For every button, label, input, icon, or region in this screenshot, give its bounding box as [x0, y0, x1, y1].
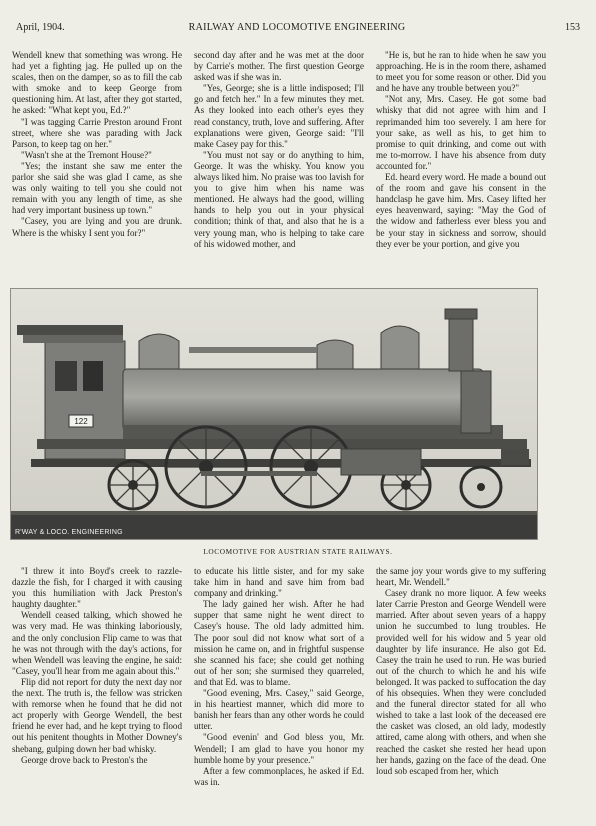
paragraph: "Casey, you are lying and you are drunk. Where is the whisky I sent you for?": [12, 216, 182, 238]
paragraph: "I was tagging Carrie Preston around Front street, where she was parading with Jack Parson, to keep tag on her.": [12, 116, 182, 149]
journal-title: RAILWAY AND LOCOMOTIVE ENGINEERING: [188, 22, 406, 33]
paragraph: Casey drank no more liquor. A few weeks later Carrie Preston and George Wendell were married. After about seven years of a happy union he succumbed to lung troubles. He provided well for his widow and 5 year old daughter by life insurance. He also got Ed. Casey the train he used to run. He was buried out of the church to which he and his wife belonged. It was packed to suffocation the day of his obsequies. When they were concluded and the funeral director stated for all who wished to take a last look of the deceased ere the casket was closed, an old lady, modestly attired, came along with others, and when she reached the casket she rested her head upon her hands, gazing on the face of the dead. One loud sob escaped from her, which: [376, 588, 546, 776]
text-column-2: [194, 50, 364, 272]
paragraph: the same joy your words give to my suffering heart, Mr. Wendell.": [376, 566, 546, 588]
paragraph: "You must not say or do anything to him, George. It was the whisky. You know you always liked him. No praise was too lavish for you to give him when his name was mentioned. He always had the good, willing hands to help you out in your physical condition; think of that, and also that he is a very young man, who is helping to take care of his widowed mother, and: [194, 149, 364, 249]
text-column-6: [376, 566, 546, 820]
paragraph: Wendell ceased talking, which showed he was very mad. He was thinking laboriously, and the only conclusion Flip came to was that he was not through with the day's actions, for when Wendell was leaving the engine, he said: "Casey, you'll hear from me again about this.": [12, 610, 182, 676]
paragraph: The lady gained her wish. After he had supper that same night he went direct to Casey's house. The old lady admitted him. The poor soul did not know what sort of a mission he came on, and in frightful suspense she scanned his face; she could get nothing out of her son; she surmised they quarreled, and that Ed. was to blame.: [194, 599, 364, 687]
issue-date: April, 1904.: [16, 22, 65, 33]
photo-credit: R'WAY & LOCO. ENGINEERING: [15, 529, 123, 536]
paragraph: Flip did not report for duty the next day nor the next. The truth is, the fellow was stricken with remorse when he found that he did not act properly with George Wendell, the best friend he ever had, and he kept trying to flood out his penitent thoughts in Mother Downey's shebang, gulping down her bad whisky.: [12, 676, 182, 754]
text-column-3: [376, 50, 546, 272]
paragraph: "Yes, George; she is a little indisposed; I'll go and fetch her." In a few minutes they met. As they looked into each other's eyes they read constancy, truth, love and suffering. After explanations were given, George said: "I'll make Casey pay for this.": [194, 83, 364, 149]
paragraph: Ed. heard every word. He made a bound out of the room and gave his consent in the handclasp he gave him. Mrs. Casey lifted her eyes heavenward, saying: "May the God of the widow and fatherless ever bless you and be your stay in sickness and sorrow, should they ever be your portion, and give you: [376, 172, 546, 249]
paragraph: second day after and he was met at the door by Carrie's mother. The first question George asked was if she was in.: [194, 50, 364, 83]
paragraph: Wendell knew that something was wrong. He had yet a fighting jag. He pulled up on the scales, then on the damper, so as to fill the cab with smoke and to keep George from questioning him. At last, after they got started, he asked: "What kept you, Ed.?": [12, 50, 182, 116]
paragraph: "Good evening, Mrs. Casey," said George, in his heartiest manner, which did more to banish her fears than any other words he could utter.: [194, 688, 364, 732]
page-number: 153: [565, 22, 580, 33]
text-column-5: [194, 566, 364, 820]
page-header: [14, 22, 580, 38]
locomotive-illustration: [11, 289, 537, 539]
paragraph: "Not any, Mrs. Casey. He got some bad whisky that did not agree with him and I reprimanded him too severely. I am here for your sake, as well as his, to get him to promise to quit drinking, and come out with me to-morrow. I have his absence from duty accounted for.": [376, 94, 546, 171]
paragraph: "Yes; the instant she saw me enter the parlor she said she was glad I came, as she was only waiting to tell you she could not remain with you any length of time, as she had very important business up town.": [12, 160, 182, 216]
top-text-columns: [12, 50, 546, 272]
cab-number: 122: [74, 417, 88, 426]
paragraph: to educate his little sister, and for my sake take him in hand and save him from bad company and drinking.": [194, 566, 364, 599]
paragraph: George drove back to Preston's the: [21, 754, 148, 765]
paragraph: "Good evenin' and God bless you, Mr. Wendell; I am glad to have you honor my humble home by your presence.": [194, 732, 364, 765]
paragraph: "Wasn't she at the Tremont House?": [21, 149, 152, 160]
locomotive-photograph: [10, 288, 538, 540]
bottom-text-columns: [12, 566, 546, 820]
paragraph: "I threw it into Boyd's creek to razzle-dazzle the fish, for I charged it with causing you this humiliation with Jack Preston's haughty daughter.": [12, 566, 182, 610]
text-column-4: [12, 566, 182, 820]
paragraph: After a few commonplaces, he asked if Ed. was in.: [194, 765, 364, 787]
paragraph: "He is, but he ran to hide when he saw you approaching. He is in the room there, ashamed to meet you for some reason or other. Did you and he have any trouble between you?": [376, 50, 546, 94]
figure-caption: LOCOMOTIVE FOR AUSTRIAN STATE RAILWAYS.: [203, 547, 393, 556]
text-column-1: [12, 50, 182, 272]
